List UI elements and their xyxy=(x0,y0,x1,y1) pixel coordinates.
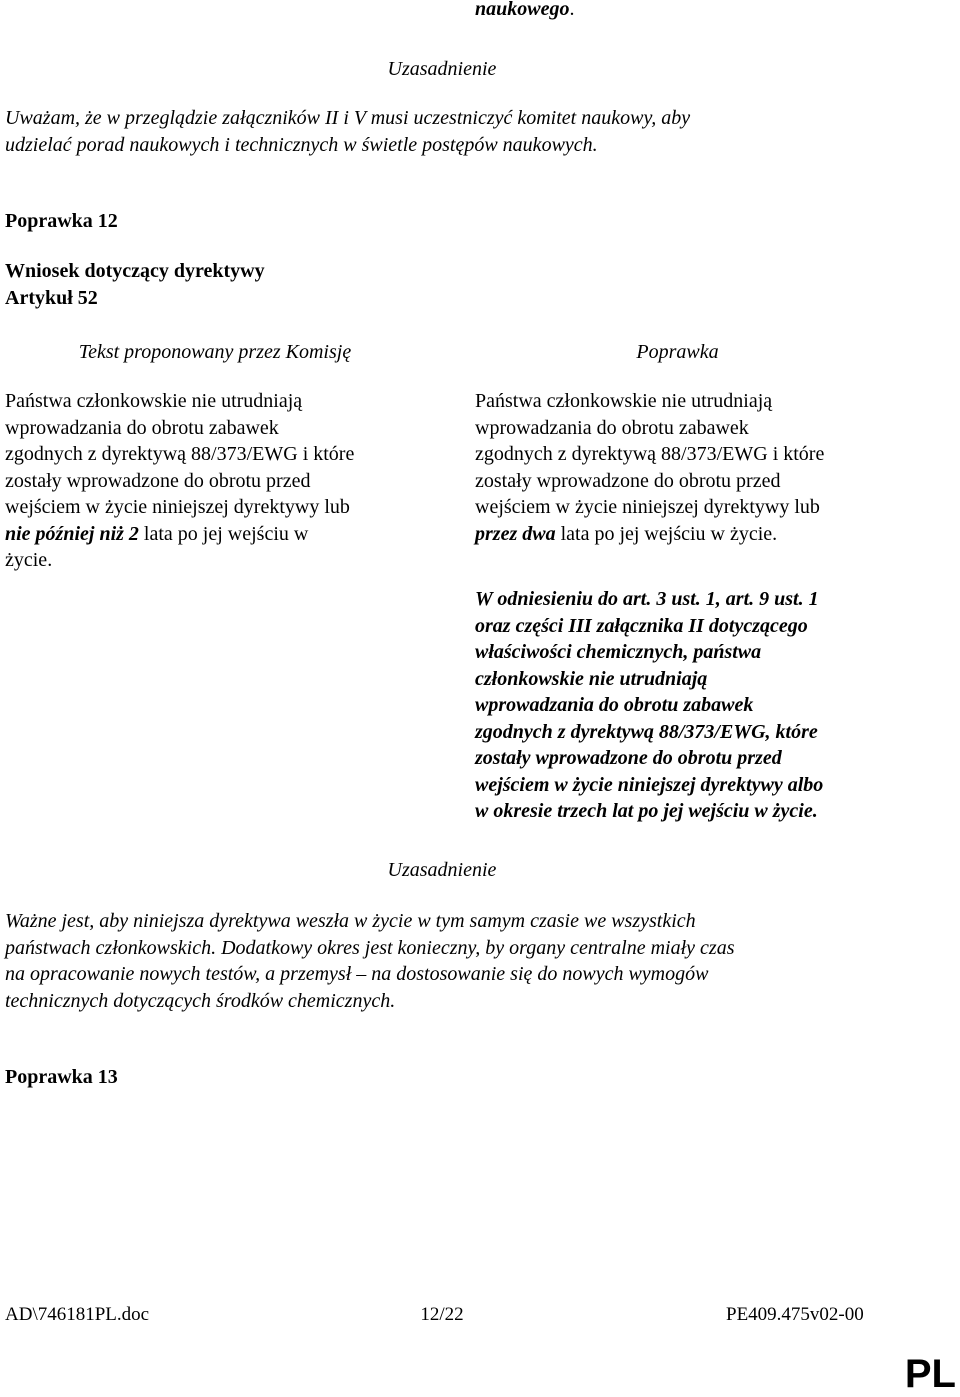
right-emphasis: przez dwa xyxy=(475,522,556,545)
right-line: zostały wprowadzone do obrotu przed xyxy=(475,469,781,492)
justification-heading: Uzasadnienie xyxy=(387,859,497,881)
footer-reference: PE409.475v02-00 xyxy=(726,1304,864,1325)
left-column-header: Tekst proponowany przez Komisję xyxy=(78,341,352,363)
proposal-label: Wniosek dotyczący dyrektywy xyxy=(5,260,265,282)
left-emphasis: nie później niż 2 xyxy=(5,522,139,545)
left-line: zgodnych z dyrektywą 88/373/EWG i które xyxy=(5,443,355,465)
right-line: Państwa członkowskie nie utrudniają xyxy=(475,390,773,412)
left-line: wprowadzania do obrotu zabawek xyxy=(5,416,279,439)
top-fragment-punct: . xyxy=(569,0,575,20)
left-line: życie. xyxy=(5,549,53,571)
right-added-line: w okresie trzech lat po jej wejściu w życie. xyxy=(475,800,818,822)
language-mark: PL xyxy=(904,1352,956,1396)
footer-doc-name: AD\746181PL.doc xyxy=(5,1304,150,1325)
left-line xyxy=(5,521,308,548)
left-line: wejściem w życie niniejszej dyrektywy lub xyxy=(5,496,350,518)
right-added-line: zgodnych z dyrektywą 88/373/EWG, które xyxy=(475,720,818,743)
right-added-line: oraz części III załącznika II dotyczącego xyxy=(475,614,808,637)
justification-heading: Uzasadnienie xyxy=(387,58,497,80)
justification-line: państwach członkowskich. Dodatkowy okres jest konieczny, by organy centralne miały czas xyxy=(5,936,735,959)
top-fragment xyxy=(475,0,574,23)
left-line-rest: lata po jej wejściu w xyxy=(138,522,309,545)
footer-page-number: 12/22 xyxy=(420,1304,464,1325)
justification-line: Ważne jest, aby niniejsza dyrektywa weszła w życie w tym samym czasie we wszystkich xyxy=(5,910,696,932)
right-added-line: członkowskie nie utrudniają xyxy=(475,667,708,690)
right-line-rest: lata po jej wejściu w życie. xyxy=(555,522,778,545)
top-fragment-text: naukowego xyxy=(475,0,570,20)
right-added-line: właściwości chemicznych, państwa xyxy=(475,641,762,663)
justification-line: na opracowanie nowych testów, a przemysł – na dostosowanie się do nowych wymogów xyxy=(5,963,709,985)
right-line xyxy=(475,521,777,548)
amendment-title: Poprawka 13 xyxy=(5,1066,118,1088)
justification-line: udzielać porad naukowych i technicznych w świetle postępów naukowych. xyxy=(5,133,598,156)
right-added-line: wejściem w życie niniejszej dyrektywy albo xyxy=(475,773,824,796)
right-added-line: W odniesieniu do art. 3 ust. 1, art. 9 ust. 1 xyxy=(475,588,819,610)
right-line: wejściem w życie niniejszej dyrektywy lub xyxy=(475,496,820,518)
right-column-header: Poprawka xyxy=(636,341,719,363)
left-line: zostały wprowadzone do obrotu przed xyxy=(5,469,311,492)
article-label: Artykuł 52 xyxy=(5,286,98,309)
amendment-title: Poprawka 12 xyxy=(5,210,118,232)
right-line: wprowadzania do obrotu zabawek xyxy=(475,416,749,439)
left-line: Państwa członkowskie nie utrudniają xyxy=(5,390,303,412)
right-added-line: wprowadzania do obrotu zabawek xyxy=(475,694,754,716)
right-added-line: zostały wprowadzone do obrotu przed xyxy=(475,747,782,769)
justification-line: Uważam, że w przeglądzie załączników II i V musi uczestniczyć komitet naukowy, aby xyxy=(5,107,691,129)
justification-line: technicznych dotyczących środków chemicznych. xyxy=(5,989,396,1012)
right-line: zgodnych z dyrektywą 88/373/EWG i które xyxy=(475,443,825,465)
